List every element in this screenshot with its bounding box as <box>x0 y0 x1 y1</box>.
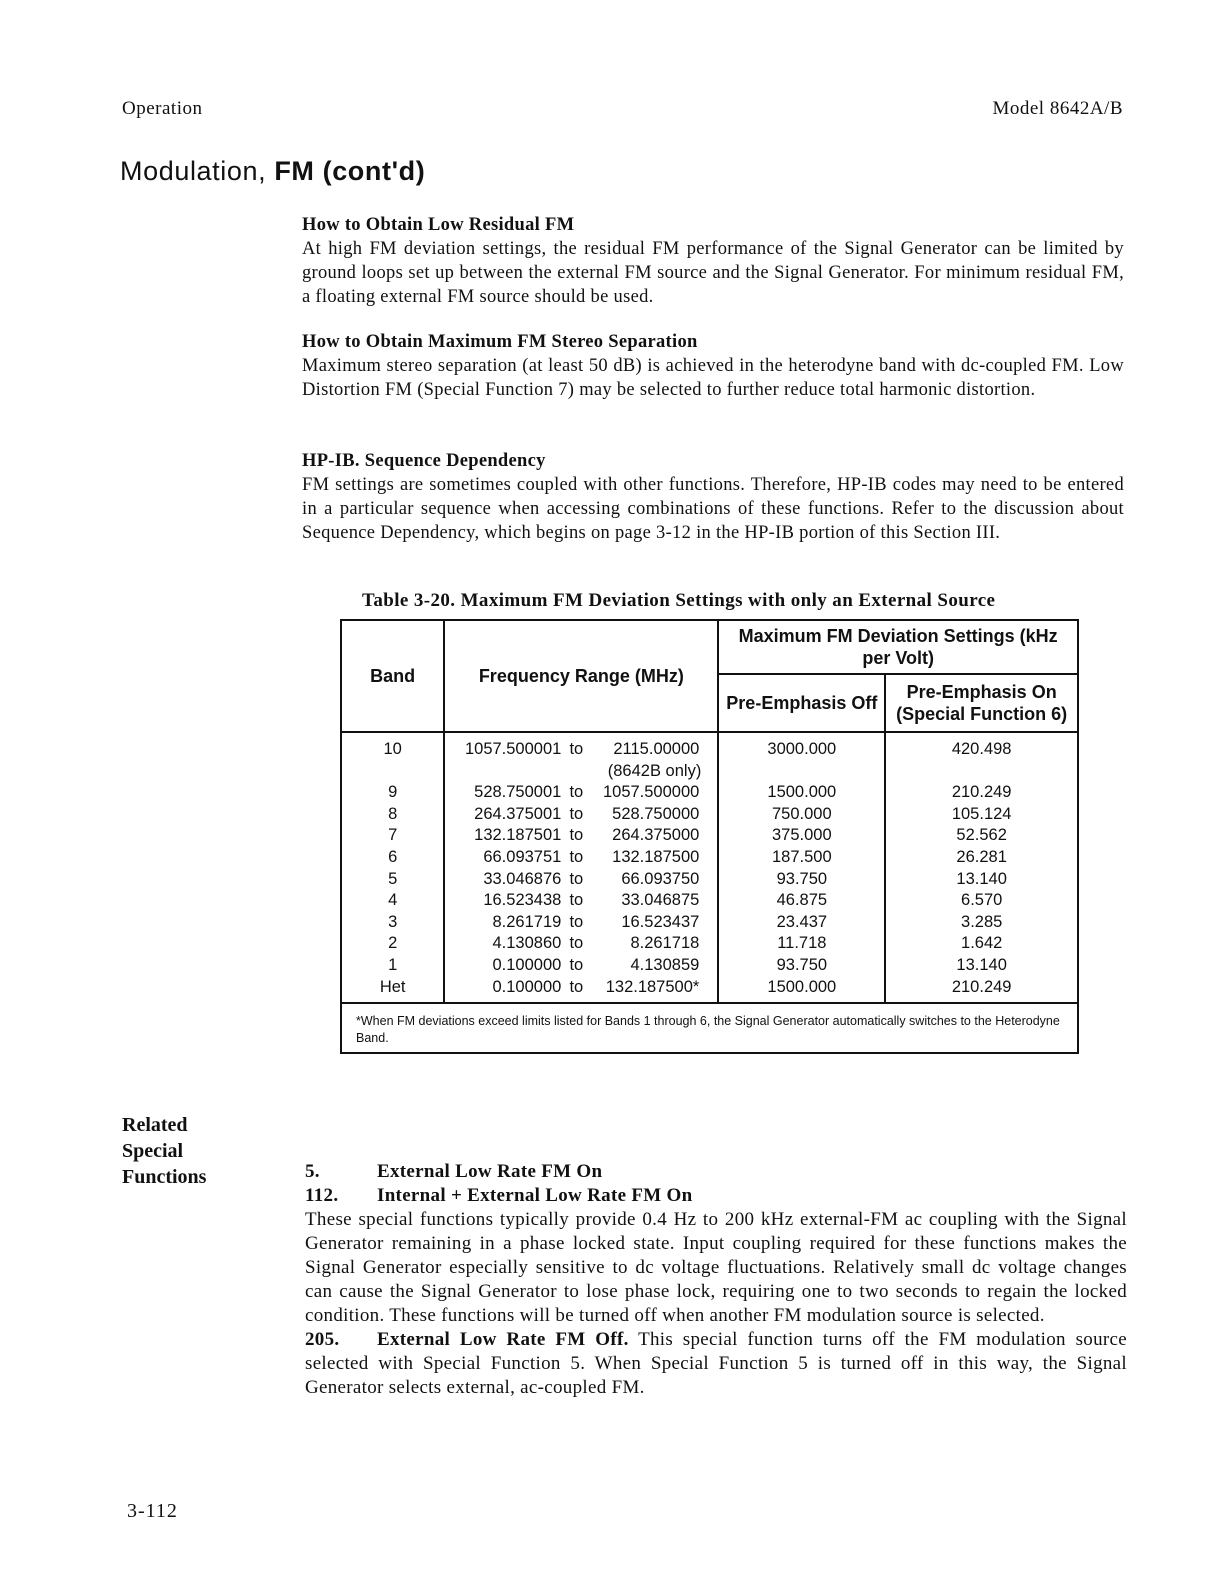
cell-pre-emphasis-on: 6.570 <box>885 890 1078 912</box>
frequency-low: 132.187501 <box>474 826 562 845</box>
table-row <box>341 869 1078 891</box>
cell-frequency-range <box>444 869 718 891</box>
cell-pre-emphasis-off: 3000.000 <box>718 732 885 782</box>
frequency-low: 528.750001 <box>474 783 562 802</box>
frequency-note: (8642B only) <box>607 761 702 780</box>
function-5-112-description: These special functions typically provide 0.4 Hz to 200 kHz external-FM ac coupling with the Signal Generator remaining in a phase locked state. Input coupling required for these functions makes the Signal Generator especially sensitive to dc voltage fluctuations. Relatively small dc voltage changes can cause the Signal Generator to lose phase lock, requiring one to two seconds to regain the locked condition. These functions will be turned off when another FM modulation source is selected. <box>305 1209 1127 1326</box>
function-5-heading <box>305 1160 1127 1184</box>
function-112-heading <box>305 1184 1127 1208</box>
frequency-high: 66.093750 <box>621 869 700 888</box>
page-title-emph: FM (cont'd) <box>274 156 426 186</box>
frequency-high: 33.046875 <box>621 891 700 910</box>
section-sequence-dependency <box>302 449 1124 545</box>
header-band: Band <box>341 620 444 732</box>
cell-band: 9 <box>341 782 444 804</box>
cell-pre-emphasis-off: 46.875 <box>718 890 885 912</box>
cell-band: 8 <box>341 804 444 826</box>
cell-pre-emphasis-on: 210.249 <box>885 782 1078 804</box>
cell-pre-emphasis-on: 13.140 <box>885 955 1078 977</box>
cell-pre-emphasis-off: 750.000 <box>718 804 885 826</box>
frequency-to: to <box>569 826 584 845</box>
frequency-to: to <box>569 955 584 974</box>
cell-frequency-range <box>444 933 718 955</box>
cell-frequency-range <box>444 782 718 804</box>
section-heading: How to Obtain Maximum FM Stereo Separation <box>302 332 698 352</box>
cell-frequency-range <box>444 825 718 847</box>
cell-pre-emphasis-off: 375.000 <box>718 825 885 847</box>
cell-frequency-range <box>444 955 718 977</box>
table-row <box>341 804 1078 826</box>
frequency-low: 66.093751 <box>483 847 562 866</box>
table-row <box>341 847 1078 869</box>
frequency-low: 33.046876 <box>483 869 562 888</box>
table-caption: Table 3-20. Maximum FM Deviation Settings with only an External Source <box>362 590 996 611</box>
frequency-low: 0.100000 <box>492 977 562 996</box>
frequency-high: 4.130859 <box>630 955 700 974</box>
table-row <box>341 977 1078 1004</box>
cell-frequency-range <box>444 847 718 869</box>
fm-deviation-table <box>340 619 1079 1054</box>
header-pre-emphasis-off: Pre-Emphasis Off <box>718 674 885 732</box>
cell-pre-emphasis-on: 13.140 <box>885 869 1078 891</box>
function-number: 205. <box>305 1329 340 1350</box>
cell-pre-emphasis-off: 93.750 <box>718 955 885 977</box>
cell-pre-emphasis-on: 420.498 <box>885 732 1078 782</box>
frequency-high: 8.261718 <box>630 934 700 953</box>
cell-band: 5 <box>341 869 444 891</box>
function-205 <box>305 1328 1127 1400</box>
cell-frequency-range <box>444 977 718 1004</box>
cell-band: 3 <box>341 912 444 934</box>
frequency-low: 1057.500001 <box>464 740 562 758</box>
header-section: Operation <box>122 98 203 119</box>
label-line: Functions <box>122 1166 207 1188</box>
table-row <box>341 890 1078 912</box>
cell-frequency-range <box>444 804 718 826</box>
cell-pre-emphasis-off: 187.500 <box>718 847 885 869</box>
cell-pre-emphasis-off: 93.750 <box>718 869 885 891</box>
frequency-to: to <box>569 912 584 931</box>
frequency-low: 264.375001 <box>474 804 562 823</box>
table-footnote: *When FM deviations exceed limits listed for Bands 1 through 6, the Signal Generator automatically switches to the Heterodyne Band. <box>341 1003 1078 1053</box>
frequency-high: 16.523437 <box>621 912 700 931</box>
cell-pre-emphasis-off: 1500.000 <box>718 782 885 804</box>
frequency-to: to <box>569 783 584 802</box>
section-text: FM settings are sometimes coupled with other functions. Therefore, HP-IB codes may need to be entered in a particular sequence when accessing combinations of these functions. Refer to the discussion about Sequence Dependency, which begins on page 3-12 in the HP-IB portion of this Section III. <box>302 475 1124 543</box>
related-functions <box>305 1160 1127 1400</box>
section-heading: HP-IB. Sequence Dependency <box>302 451 546 471</box>
section-text: At high FM deviation settings, the residual FM performance of the Signal Generator can be limited by ground loops set up between the external FM source and the Signal Generator. For minimum residual FM, a floating external FM source should be used. <box>302 239 1124 307</box>
header-model: Model 8642A/B <box>992 98 1123 119</box>
cell-pre-emphasis-on: 210.249 <box>885 977 1078 1004</box>
page-title <box>120 156 425 187</box>
header-max-deviation: Maximum FM Deviation Settings (kHz per Volt) <box>718 620 1078 674</box>
frequency-high: 132.187500 <box>612 847 700 866</box>
cell-pre-emphasis-off: 1500.000 <box>718 977 885 1004</box>
function-title: External Low Rate FM On <box>377 1161 603 1182</box>
cell-frequency-range <box>444 732 718 782</box>
table-body <box>341 732 1078 1003</box>
cell-frequency-range <box>444 890 718 912</box>
function-description: This special function turns off the FM modulation source selected with Special Function 5. When Special Function 5 is turned off in this way, the Signal Generator selects external, ac-coupled FM. <box>305 1329 1127 1398</box>
frequency-low: 0.100000 <box>492 955 562 974</box>
function-number: 5. <box>305 1161 320 1182</box>
cell-pre-emphasis-off: 23.437 <box>718 912 885 934</box>
frequency-to: to <box>569 847 584 866</box>
section-low-residual-fm <box>302 213 1124 309</box>
page-number: 3-112 <box>127 1500 178 1522</box>
page-title-main: Modulation, <box>120 156 267 186</box>
cell-band: 1 <box>341 955 444 977</box>
table-row <box>341 912 1078 934</box>
frequency-high: 132.187500* <box>605 977 700 996</box>
table-row <box>341 955 1078 977</box>
frequency-low: 16.523438 <box>483 891 562 910</box>
label-line: Related <box>122 1114 188 1136</box>
related-special-functions-label <box>122 1112 206 1190</box>
frequency-low: 4.130860 <box>492 934 562 953</box>
frequency-high: 2115.00000 <box>613 740 700 758</box>
frequency-to: to <box>569 934 584 953</box>
function-number: 112. <box>305 1185 339 1206</box>
cell-pre-emphasis-off: 11.718 <box>718 933 885 955</box>
cell-frequency-range <box>444 912 718 934</box>
cell-pre-emphasis-on: 26.281 <box>885 847 1078 869</box>
frequency-low: 8.261719 <box>492 912 562 931</box>
section-text: Maximum stereo separation (at least 50 dB) is achieved in the heterodyne band with dc-coupled FM. Low Distortion FM (Special Function 7) may be selected to further reduce total harmonic distortion. <box>302 356 1124 400</box>
frequency-to: to <box>569 740 584 758</box>
frequency-to: to <box>569 804 584 823</box>
cell-pre-emphasis-on: 3.285 <box>885 912 1078 934</box>
header-frequency-range: Frequency Range (MHz) <box>444 620 718 732</box>
cell-pre-emphasis-on: 105.124 <box>885 804 1078 826</box>
frequency-high: 1057.500000 <box>602 783 700 802</box>
cell-band: 4 <box>341 890 444 912</box>
cell-band: Het <box>341 977 444 1004</box>
table-row <box>341 825 1078 847</box>
cell-band: 10 <box>341 732 444 782</box>
frequency-high: 264.375000 <box>612 826 700 845</box>
cell-band: 6 <box>341 847 444 869</box>
section-heading: How to Obtain Low Residual FM <box>302 215 575 235</box>
function-title: External Low Rate FM Off. <box>377 1329 629 1350</box>
cell-band: 7 <box>341 825 444 847</box>
table-row <box>341 782 1078 804</box>
frequency-high: 528.750000 <box>612 804 700 823</box>
frequency-to: to <box>569 977 584 996</box>
cell-pre-emphasis-on: 1.642 <box>885 933 1078 955</box>
function-title: Internal + External Low Rate FM On <box>377 1185 693 1206</box>
frequency-to: to <box>569 891 584 910</box>
cell-pre-emphasis-on: 52.562 <box>885 825 1078 847</box>
header-pre-emphasis-on: Pre-Emphasis On (Special Function 6) <box>885 674 1078 732</box>
frequency-to: to <box>569 869 584 888</box>
table-row <box>341 933 1078 955</box>
section-stereo-separation <box>302 330 1124 402</box>
cell-band: 2 <box>341 933 444 955</box>
label-line: Special <box>122 1140 184 1162</box>
table-row <box>341 732 1078 782</box>
